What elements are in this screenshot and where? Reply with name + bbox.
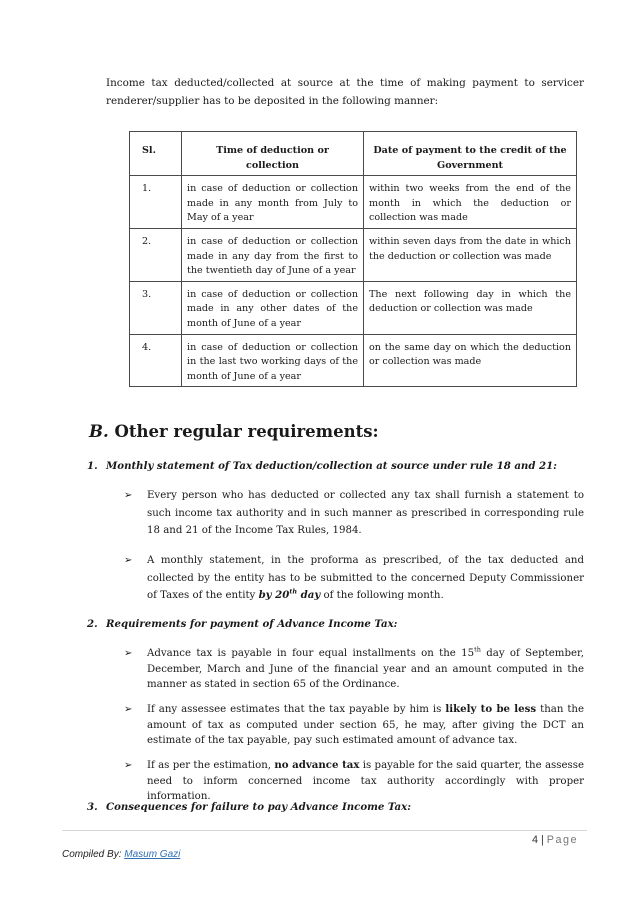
arrow-bullet-icon: ➢ [124,760,133,771]
table-row [130,176,577,229]
bullet-item [124,487,584,540]
row-time: in case of deduction or collection made in any day from the first to the twentieth day of June of a year [182,228,364,281]
row-date: on the same day on which the deduction or collection was made [364,334,577,387]
bullet-text: If any assessee estimates that the tax payable by him is likely to be less than the amount of tax as computed under section 65, he may, after giving the DCT an estimate of the tax payable, pay such estimated amount of advance tax. [147,703,585,746]
header-sl: Sl. [130,132,182,176]
subheading-number: 1. [87,460,98,472]
deadline-emphasis: by 20th day [258,587,321,601]
table-row [130,281,577,334]
row-date: The next following day in which the deduction or collection was made [364,281,577,334]
intro-paragraph: Income tax deducted/collected at source at the time of making payment to servicer renderer/supplier has to be deposited in the following manner: [106,77,584,107]
compiled-label: Compiled By: [62,849,122,860]
row-time: in case of deduction or collection in the last two working days of the month of June of a year [182,334,364,387]
arrow-bullet-icon: ➢ [124,490,133,501]
subheading-monthly-statement [87,460,557,472]
row-date: within seven days from the date in which the deduction or collection was made [364,228,577,281]
section-b-letter: B. [89,422,109,441]
bullet-text: If as per the estimation, no advance tax is payable for the said quarter, the assesse need to inform concerned income tax authority accordingly with proper information. [147,759,584,802]
page-separator: | [540,834,544,846]
row-sl: 2. [130,228,182,281]
page-number-value: 4 [531,834,538,846]
header-date-of-payment: Date of payment to the credit of the Government [364,132,577,176]
header-time-of-deduction: Time of deduction or collection [182,132,364,176]
subheading-advance-tax [87,618,397,630]
table-row [130,334,577,387]
subheading-number: 2. [87,618,98,630]
compiled-by [62,849,180,860]
section-b-title: Other regular requirements: [114,422,379,441]
subheading-text: Requirements for payment of Advance Income Tax: [106,618,398,630]
bullet-text: A monthly statement, in the proforma as prescribed, of the tax deducted and collected by the entity has to be submitted to the concerned Deputy Commissioner of Taxes of the entity by 20th day of the following month. [147,555,584,601]
bullet-text: Advance tax is payable in four equal installments on the 15th day of September, December, March and June of the financial year and an amount computed in the manner as stated in section 65 of the Ordinance. [147,645,584,690]
table-row [130,228,577,281]
footer-divider [62,830,587,831]
subheading-number: 3. [87,801,98,813]
row-date: within two weeks from the end of the month in which the deduction or collection was made [364,176,577,229]
bold-phrase: no advance tax [274,759,360,771]
arrow-bullet-icon: ➢ [124,555,133,566]
page-number [532,834,578,846]
bullet-item [124,646,584,693]
bullet-item [124,552,584,605]
arrow-bullet-icon: ➢ [124,648,133,659]
row-time: in case of deduction or collection made in any other dates of the month of June of a year [182,281,364,334]
row-time: in case of deduction or collection made in any month from July to May of a year [182,176,364,229]
subheading-text: Consequences for failure to pay Advance Income Tax: [106,801,411,813]
bullet-item [124,758,584,805]
page-word: Page [546,834,578,846]
bullet-text: Every person who has deducted or collected any tax shall furnish a statement to such income tax authority and in such manner as prescribed in corresponding rule 18 and 21 of the Income Tax Rules, 1984. [147,490,584,536]
row-sl: 4. [130,334,182,387]
subheading-text: Monthly statement of Tax deduction/collection at source under rule 18 and 21: [106,460,557,472]
bullet-item [124,702,584,749]
row-sl: 1. [130,176,182,229]
author-link[interactable]: Masum Gazi [124,849,181,860]
subheading-consequences [87,801,411,813]
table-header-row [130,132,577,176]
deposit-schedule-table [129,131,577,387]
section-b-heading [89,422,379,441]
arrow-bullet-icon: ➢ [124,704,133,715]
bold-phrase: likely to be less [445,703,537,715]
row-sl: 3. [130,281,182,334]
